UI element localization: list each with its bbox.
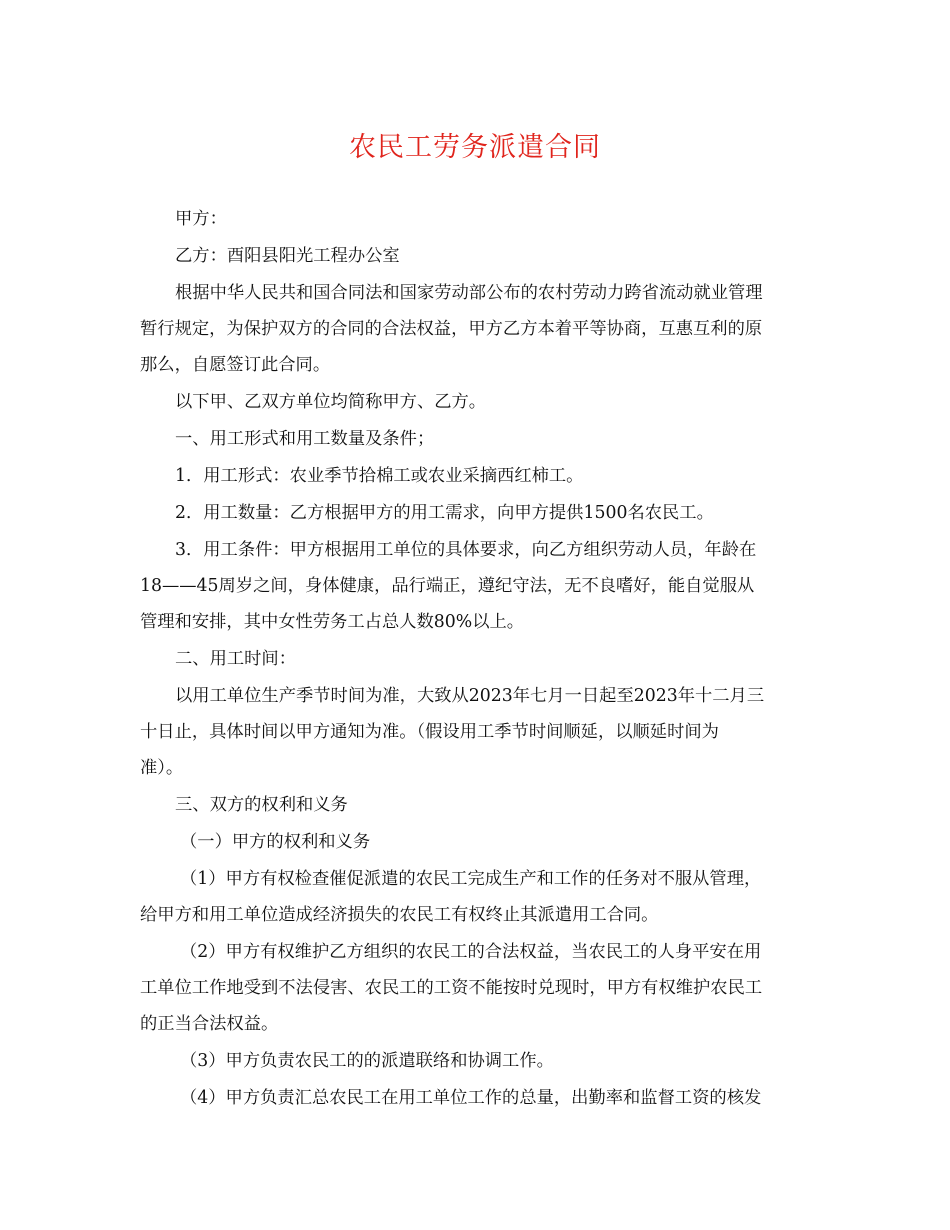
paragraph-line: 18——45周岁之间，身体健康，品行端正，遵纪守法，无不良嗜好，能自觉服从	[140, 576, 755, 596]
list-item: 1．用工形式：农业季节拾棉工或农业采摘西红柿工。	[175, 466, 584, 486]
party-a-line: 甲方：	[175, 209, 227, 229]
paragraph-line: 给甲方和用工单位造成经济损失的农民工有权终止其派遣用工合同。	[140, 905, 659, 925]
section-heading: 一、用工形式和用工数量及条件；	[175, 429, 435, 449]
paragraph-line: 准）。	[140, 758, 184, 778]
list-item: 2．用工数量：乙方根据甲方的用工需求，向甲方提供1500名农民工。	[175, 503, 714, 523]
paragraph-line: 以用工单位生产季节时间为准，大致从2023年七月一日起至2023年十二月三	[175, 686, 765, 706]
paragraph-line: 管理和安排，其中女性劳务工占总人数80%以上。	[140, 612, 525, 632]
paragraph-line: 暂行规定，为保护双方的合同的合法权益，甲方乙方本着平等协商，互惠互利的原	[140, 319, 763, 339]
list-item: （3）甲方负责农民工的的派遣联络和协调工作。	[180, 1051, 554, 1071]
paragraph-line: 工单位工作地受到不法侵害、农民工的工资不能按时兑现时，甲方有权维护农民工	[140, 978, 763, 998]
section-heading: 二、用工时间：	[175, 649, 296, 669]
list-item: （2）甲方有权维护乙方组织的农民工的合法权益，当农民工的人身平安在用	[180, 942, 762, 962]
list-item: （1）甲方有权检查催促派遣的农民工完成生产和工作的任务对不服从管理，	[180, 869, 762, 889]
paragraph-line: 以下甲、乙双方单位均简称甲方、乙方。	[175, 392, 487, 412]
list-item: 3．用工条件：甲方根据用工单位的具体要求，向乙方组织劳动人员，年龄在	[175, 540, 757, 560]
paragraph-line: 十日止，具体时间以甲方通知为准。（假设用工季节时间顺延，以顺延时间为	[140, 722, 719, 742]
list-item: （4）甲方负责汇总农民工在用工单位工作的总量，出勤率和监督工资的核发	[180, 1088, 762, 1108]
party-b-line: 乙方：酉阳县阳光工程办公室	[175, 246, 400, 266]
paragraph-line: 那么，自愿签订此合同。	[140, 355, 331, 375]
section-heading: 三、双方的权利和义务	[175, 795, 348, 815]
paragraph-line: 根据中华人民共和国合同法和国家劳动部公布的农村劳动力跨省流动就业管理	[175, 283, 763, 303]
document-title: 农民工劳务派遣合同	[349, 132, 601, 163]
subsection-heading: （一）甲方的权利和义务	[180, 832, 371, 852]
paragraph-line: 的正当合法权益。	[140, 1014, 279, 1034]
